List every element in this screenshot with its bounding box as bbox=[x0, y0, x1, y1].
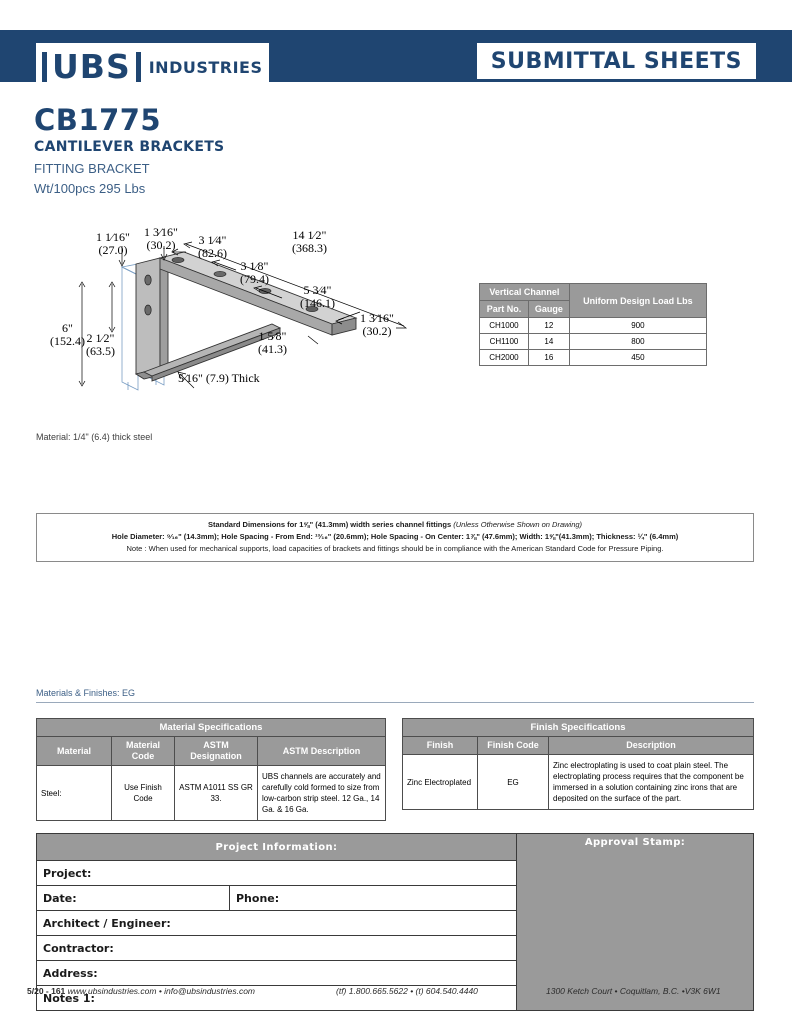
finish-specifications-table bbox=[402, 718, 754, 810]
cell-load: 800 bbox=[569, 334, 706, 350]
dim-mid-2: 5 3⁄4" (146.1) bbox=[300, 283, 335, 310]
page-title: CB1775 bbox=[34, 103, 162, 137]
project-information-header: Project Information: bbox=[37, 834, 517, 861]
footer-doc-code: 5/20 - 161 bbox=[27, 986, 66, 996]
cell-material-code: Use Finish Code bbox=[112, 766, 175, 821]
cell-astm-description: UBS channels are accurately and carefully cold formed to size from low-carbon strip steel. 12 Ga., 14 Ga. & 16 Ga. bbox=[258, 766, 386, 821]
table-row bbox=[37, 766, 386, 821]
cell-gauge: 16 bbox=[528, 350, 569, 366]
note-text: When used for mechanical supports, load capacities of brackets and fittings should be in compliance with the American Standard Code for Pressure Piping. bbox=[148, 544, 664, 553]
dim-top-3: 3 1⁄4" (82.6) bbox=[198, 233, 227, 260]
finish-specs-title: Finish Specifications bbox=[403, 719, 754, 737]
table-title-row bbox=[37, 719, 386, 737]
dim-mid-1: 3 1⁄8" (79.4) bbox=[240, 259, 269, 286]
standard-dimensions-line2: Hole Diameter: ⁹⁄₁₆" (14.3mm); Hole Spacing - From End: ¹³⁄₁₆" (20.6mm); Hole Spacing - On Center: 1⅞" (47.6mm); Width: 1⅝"(41.3mm); Thickness: ¼" (6.4mm) bbox=[111, 532, 679, 541]
product-name-label: FITTING BRACKET bbox=[34, 161, 150, 176]
cell-finish-code: EG bbox=[478, 755, 549, 810]
uniform-design-load-header: Uniform Design Load Lbs bbox=[569, 284, 706, 318]
standard-dimensions-line1-bold: Standard Dimensions for 1⅝" (41.3mm) width series channel fittings bbox=[207, 520, 452, 529]
material-header: Material bbox=[37, 737, 112, 766]
part-no-header: Part No. bbox=[480, 301, 529, 318]
table-row bbox=[480, 318, 707, 334]
field-notes-1[interactable]: Notes 1: bbox=[37, 986, 517, 1011]
logo-text-industries: INDUSTRIES bbox=[148, 57, 263, 77]
field-date[interactable]: Date: bbox=[37, 886, 230, 911]
table-header-row bbox=[37, 737, 386, 766]
product-weight-label: Wt/100pcs 295 Lbs bbox=[34, 181, 146, 196]
finish-code-header: Finish Code bbox=[478, 737, 549, 755]
submittal-sheets-label: SUBMITTAL SHEETS bbox=[490, 48, 742, 74]
table-header-row bbox=[403, 737, 754, 755]
table-row bbox=[480, 334, 707, 350]
project-information-table bbox=[36, 833, 754, 1011]
bracket-technical-drawing bbox=[50, 225, 420, 402]
product-family-label: CANTILEVER BRACKETS bbox=[34, 139, 225, 155]
materials-finishes-divider bbox=[36, 702, 754, 703]
field-address[interactable]: Address: bbox=[37, 961, 517, 986]
material-note: Material: 1/4" (6.4) thick steel bbox=[36, 432, 153, 442]
astm-description-header: ASTM Description bbox=[258, 737, 386, 766]
standard-dimensions-line1 bbox=[43, 519, 747, 531]
cell-load: 900 bbox=[569, 318, 706, 334]
field-contractor[interactable]: Contractor: bbox=[37, 936, 517, 961]
cell-material: Steel: bbox=[37, 766, 112, 821]
finish-header: Finish bbox=[403, 737, 478, 755]
table-row bbox=[480, 350, 707, 366]
footer-website[interactable]: www.ubsindustries.com • info@ubsindustries.com bbox=[67, 986, 256, 996]
approval-stamp-header bbox=[517, 834, 754, 1011]
material-specifications-table bbox=[36, 718, 386, 821]
gauge-header: Gauge bbox=[528, 301, 569, 318]
cell-astm-designation: ASTM A1011 SS GR 33. bbox=[175, 766, 258, 821]
dim-top-overall: 14 1⁄2" (368.3) bbox=[292, 228, 327, 255]
material-code-header: Material Code bbox=[112, 737, 175, 766]
footer-left bbox=[27, 986, 255, 996]
dim-right-end: 1 3⁄16" (30.2) bbox=[360, 311, 394, 338]
table-title-row bbox=[403, 719, 754, 737]
cell-gauge: 12 bbox=[528, 318, 569, 334]
footer-phones: (tf) 1.800.665.5622 • (t) 604.540.4440 bbox=[336, 986, 478, 996]
table-header-row bbox=[480, 284, 707, 301]
submittal-sheets-badge bbox=[477, 43, 756, 79]
table-row bbox=[403, 755, 754, 810]
approval-stamp-label: Approval Stamp: bbox=[584, 837, 686, 848]
dim-height-inner: 2 1⁄2" (63.5) bbox=[86, 331, 115, 358]
field-architect-engineer[interactable]: Architect / Engineer: bbox=[37, 911, 517, 936]
dim-top-left-1: 1 1⁄16" (27.0) bbox=[96, 230, 130, 257]
standard-dimensions-note bbox=[43, 543, 747, 555]
dim-top-left-2: 1 3⁄16" (30.2) bbox=[144, 225, 178, 252]
cell-gauge: 14 bbox=[528, 334, 569, 350]
astm-designation-header: ASTM Designation bbox=[175, 737, 258, 766]
dim-thickness-note: 5⁄16" (7.9) Thick bbox=[178, 371, 260, 385]
material-specs-title: Material Specifications bbox=[37, 719, 386, 737]
standard-dimensions-box bbox=[36, 513, 754, 562]
project-info-header-row bbox=[37, 834, 754, 861]
dim-height-overall: 6" (152.4) bbox=[50, 321, 85, 348]
standard-dimensions-line1-italic: (Unless Otherwise Shown on Drawing) bbox=[453, 520, 583, 529]
finish-description-header: Description bbox=[549, 737, 754, 755]
dim-arm-width: 1 5⁄8" (41.3) bbox=[258, 329, 287, 356]
product-title-block bbox=[34, 104, 224, 199]
ubs-logo bbox=[36, 43, 269, 91]
field-project[interactable]: Project: bbox=[37, 861, 517, 886]
logo-text-ubs: UBS bbox=[52, 47, 131, 86]
cell-part-no: CH1100 bbox=[480, 334, 529, 350]
footer-address: 1300 Ketch Court • Coquitlam, B.C. •V3K 6W1 bbox=[546, 986, 721, 996]
vertical-channel-header: Vertical Channel bbox=[480, 284, 570, 301]
cell-part-no: CH1000 bbox=[480, 318, 529, 334]
field-phone[interactable]: Phone: bbox=[230, 886, 517, 911]
uniform-design-load-table bbox=[479, 283, 707, 366]
note-label: Note : bbox=[126, 544, 147, 553]
cell-load: 450 bbox=[569, 350, 706, 366]
cell-part-no: CH2000 bbox=[480, 350, 529, 366]
materials-finishes-heading: Materials & Finishes: EG bbox=[36, 688, 136, 698]
cell-finish: Zinc Electroplated bbox=[403, 755, 478, 810]
cell-finish-description: Zinc electroplating is used to coat plain steel. The electroplating process requires that the component be immersed in a solution containing zinc irons that are deposited on the surface of the part. bbox=[549, 755, 754, 810]
